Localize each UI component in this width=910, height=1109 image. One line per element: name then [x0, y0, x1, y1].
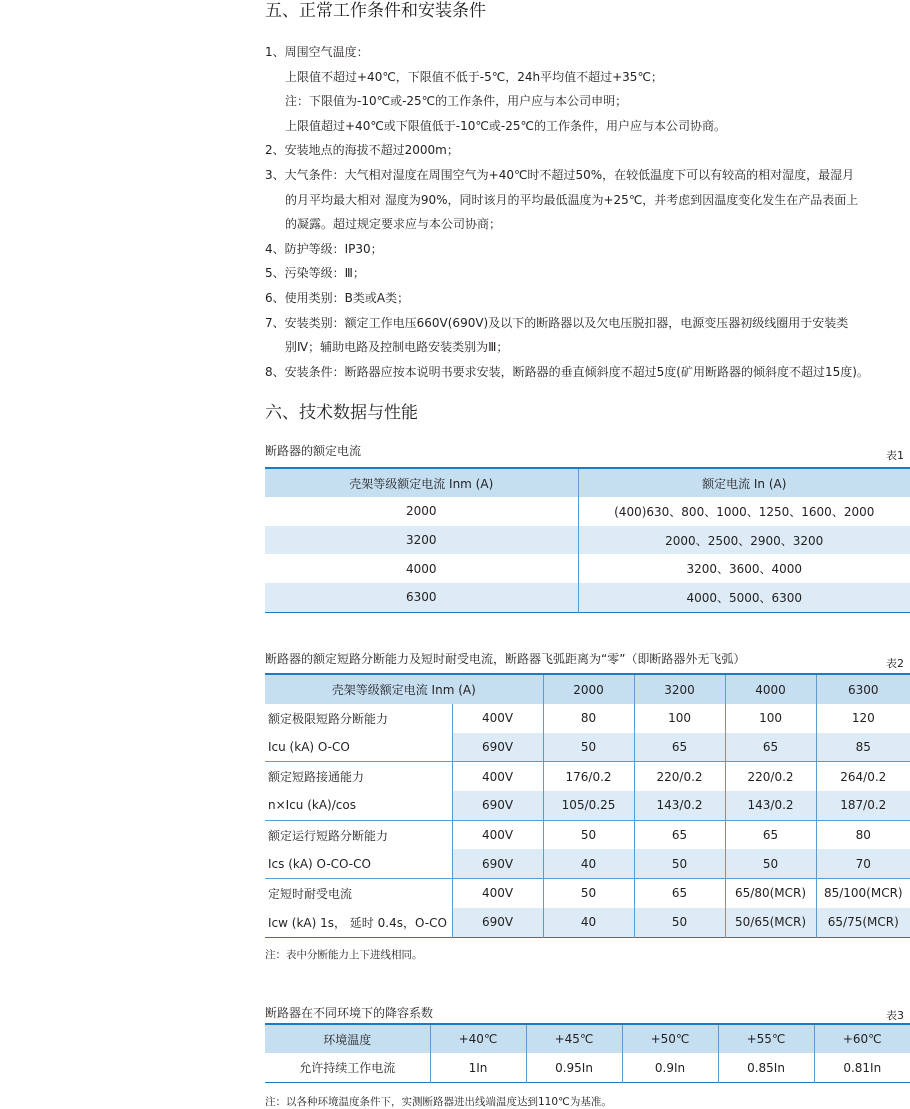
- table3-caption: 断路器在不同环境下的降容系数: [265, 1006, 434, 1020]
- table2-cell: 220/0.2: [725, 762, 816, 791]
- table2-cell: 85: [816, 733, 910, 762]
- table1-cell: 2000: [265, 497, 578, 526]
- working-conditions-list: [265, 40, 910, 384]
- table2-cell: 187/0.2: [816, 791, 910, 820]
- table2-cell: 220/0.2: [634, 762, 725, 791]
- table-row: [265, 849, 910, 878]
- condition-line: 1、周围空气温度：: [265, 45, 369, 59]
- table2-cell: 400V: [452, 762, 543, 791]
- table2-cell: 120: [816, 704, 910, 733]
- table2-cell: 65: [725, 733, 816, 762]
- table2-param-label: 额定极限短路分断能力: [268, 711, 389, 726]
- table2-cell: 50/65(MCR): [725, 908, 816, 937]
- table2-cell: 50: [543, 733, 634, 762]
- table-row: [265, 526, 910, 555]
- table2-cell: 85/100(MCR): [816, 879, 910, 908]
- condition-line: 别Ⅳ；辅助电路及控制电路安装类别为Ⅲ；: [285, 340, 509, 355]
- breaking-capacity-table: [265, 673, 910, 938]
- table1-cell: 3200、3600、4000: [686, 562, 803, 577]
- table2-param-label: 额定短路接通能力: [265, 762, 452, 791]
- table2-cell: 400V: [452, 820, 543, 849]
- table2-param-label: Icw (kA) 1s， 延时 0.4s，O-CO: [268, 915, 447, 930]
- table2-note: 注：表中分断能力上下进线相同。: [265, 949, 423, 961]
- table1-caption: 断路器的额定电流: [265, 444, 362, 458]
- table-row: [265, 583, 910, 612]
- table2-cell: 65/75(MCR): [816, 908, 910, 937]
- table3-header-50: +50℃: [622, 1024, 718, 1053]
- condition-line: 8、安装条件：断路器应按本说明书要求安装，断路器的垂直倾斜度不超过5度(矿用断路器的倾斜度不超过15度)。: [265, 364, 869, 379]
- table2-cell: 40: [543, 849, 634, 878]
- table1-header-frame: 壳架等级额定电流 Inm (A): [265, 468, 578, 497]
- table2-cell: 50: [725, 849, 816, 878]
- table2-cell: 690V: [452, 849, 543, 878]
- table1-cell: (400)630、800、1000、1250、1600、2000: [614, 504, 875, 519]
- table3-note: 注：以各种环境温度条件下，实测断路器进出线端温度达到110℃为基准。: [265, 1096, 612, 1108]
- table2-cell: 80: [543, 704, 634, 733]
- table3-number: 表3: [886, 1009, 904, 1022]
- condition-line: 6、使用类别：B类或A类；: [265, 290, 410, 305]
- table2-number: 表2: [886, 657, 904, 670]
- condition-line: 5、污染等级：Ⅲ；: [265, 266, 365, 281]
- table2-param-label: 额定运行短路分断能力: [265, 820, 452, 849]
- table1-cell: 4000: [265, 554, 578, 583]
- table3-cell: 0.81In: [814, 1053, 910, 1083]
- table-row: [265, 762, 910, 791]
- table3-cell: 0.95In: [526, 1053, 622, 1083]
- condition-line: 3、大气条件：大气相对湿度在周围空气为+40℃时不超过50%，在较低温度下可以有较高的相对湿度，最湿月: [265, 167, 855, 182]
- table2-header-frame: 壳架等级额定电流 Inm (A): [331, 683, 476, 697]
- table2-header-6300: 6300: [816, 674, 910, 704]
- table-row: [265, 791, 910, 820]
- table2-header-4000: 4000: [725, 674, 816, 704]
- condition-line: 2、安装地点的海拔不超过2000m；: [265, 143, 459, 158]
- table2-param-label: 定短时耐受电流: [265, 879, 452, 908]
- table2-header-2000: 2000: [543, 674, 634, 704]
- table3-header-45: +45℃: [526, 1024, 622, 1053]
- table2-cell: 50: [543, 820, 634, 849]
- table2-cell: 65/80(MCR): [725, 879, 816, 908]
- table2-cell: 105/0.25: [543, 791, 634, 820]
- table2-header-3200: 3200: [634, 674, 725, 704]
- condition-line: 上限值不超过+40℃，下限值不低于-5℃，24h平均值不超过+35℃；: [285, 69, 663, 84]
- derating-table: [265, 1023, 910, 1083]
- condition-line: 的月平均最大相对 湿度为90%，同时该月的平均最低温度为+25℃，并考虑到因温度变化发生在产品表面上: [285, 192, 859, 207]
- table2-cell: 143/0.2: [725, 791, 816, 820]
- table1-cell: 4000、5000、6300: [686, 590, 803, 605]
- table2-cell: 690V: [452, 791, 543, 820]
- table-row: [265, 733, 910, 762]
- table2-param-label: Icu (kA) O-CO: [268, 740, 350, 755]
- table2-cell: 50: [634, 849, 725, 878]
- table3-header-temperature: 环境温度: [323, 1032, 372, 1047]
- table3-header-60: +60℃: [814, 1024, 910, 1053]
- table2-caption: 断路器的额定短路分断能力及短时耐受电流，断路器飞弧距离为“零”（即断路器外无飞弧）: [265, 652, 746, 666]
- section6-heading: 六、技术数据与性能: [265, 403, 418, 423]
- table2-cell: 100: [725, 704, 816, 733]
- table2-cell: 143/0.2: [634, 791, 725, 820]
- table2-cell: 65: [634, 820, 725, 849]
- table2-param-label: Ics (kA) O-CO-CO: [268, 856, 371, 871]
- table2-cell: 80: [816, 820, 910, 849]
- table2-cell: 65: [634, 733, 725, 762]
- table2-cell: 50: [543, 879, 634, 908]
- condition-line: 注：下限值为-10℃或-25℃的工作条件，用户应与本公司申明；: [285, 94, 628, 109]
- table-row: [265, 497, 910, 526]
- table1-number: 表1: [886, 449, 904, 462]
- table-row: [265, 879, 910, 908]
- table3-header-55: +55℃: [718, 1024, 814, 1053]
- table2-cell: 70: [816, 849, 910, 878]
- table2-param-label: n×Icu (kA)/cos: [268, 798, 356, 813]
- table1-cell: 6300: [265, 583, 578, 612]
- table2-cell: 690V: [452, 733, 543, 762]
- table2-cell: 65: [725, 820, 816, 849]
- table2-cell: 50: [634, 908, 725, 937]
- table3-row-label: 允许持续工作电流: [299, 1061, 396, 1075]
- table-row: [265, 820, 910, 849]
- table2-cell: 65: [634, 879, 725, 908]
- table2-cell: 400V: [452, 879, 543, 908]
- table2-cell: 100: [634, 704, 725, 733]
- rated-current-table: [265, 467, 910, 613]
- table3-cell: 1In: [430, 1053, 526, 1083]
- table2-cell: 264/0.2: [816, 762, 910, 791]
- table2-cell: 176/0.2: [543, 762, 634, 791]
- table1-cell: 2000、2500、2900、3200: [665, 533, 824, 548]
- table-row: [265, 908, 910, 937]
- condition-line: 上限值超过+40℃或下限值低于-10℃或-25℃的工作条件，用户应与本公司协商。: [285, 118, 726, 133]
- condition-line: 4、防护等级：IP30；: [265, 241, 383, 256]
- table1-header-current: 额定电流 In (A): [702, 476, 787, 491]
- table2-cell: 40: [543, 908, 634, 937]
- condition-line: 7、安装类别：额定工作电压660V(690V)及以下的断路器以及欠电压脱扣器，电源变压器初级线圈用于安装类: [265, 315, 849, 330]
- condition-line: 的凝露。超过规定要求应与本公司协商；: [285, 217, 502, 232]
- table-row: [265, 704, 910, 733]
- table3-cell: 0.85In: [718, 1053, 814, 1083]
- table2-cell: 690V: [452, 908, 543, 937]
- section5-heading: 五、正常工作条件和安装条件: [265, 1, 486, 21]
- table2-cell: 400V: [452, 704, 543, 733]
- table3-header-40: +40℃: [430, 1024, 526, 1053]
- table-row: [265, 554, 910, 583]
- table3-cell: 0.9In: [622, 1053, 718, 1083]
- table1-cell: 3200: [265, 526, 578, 555]
